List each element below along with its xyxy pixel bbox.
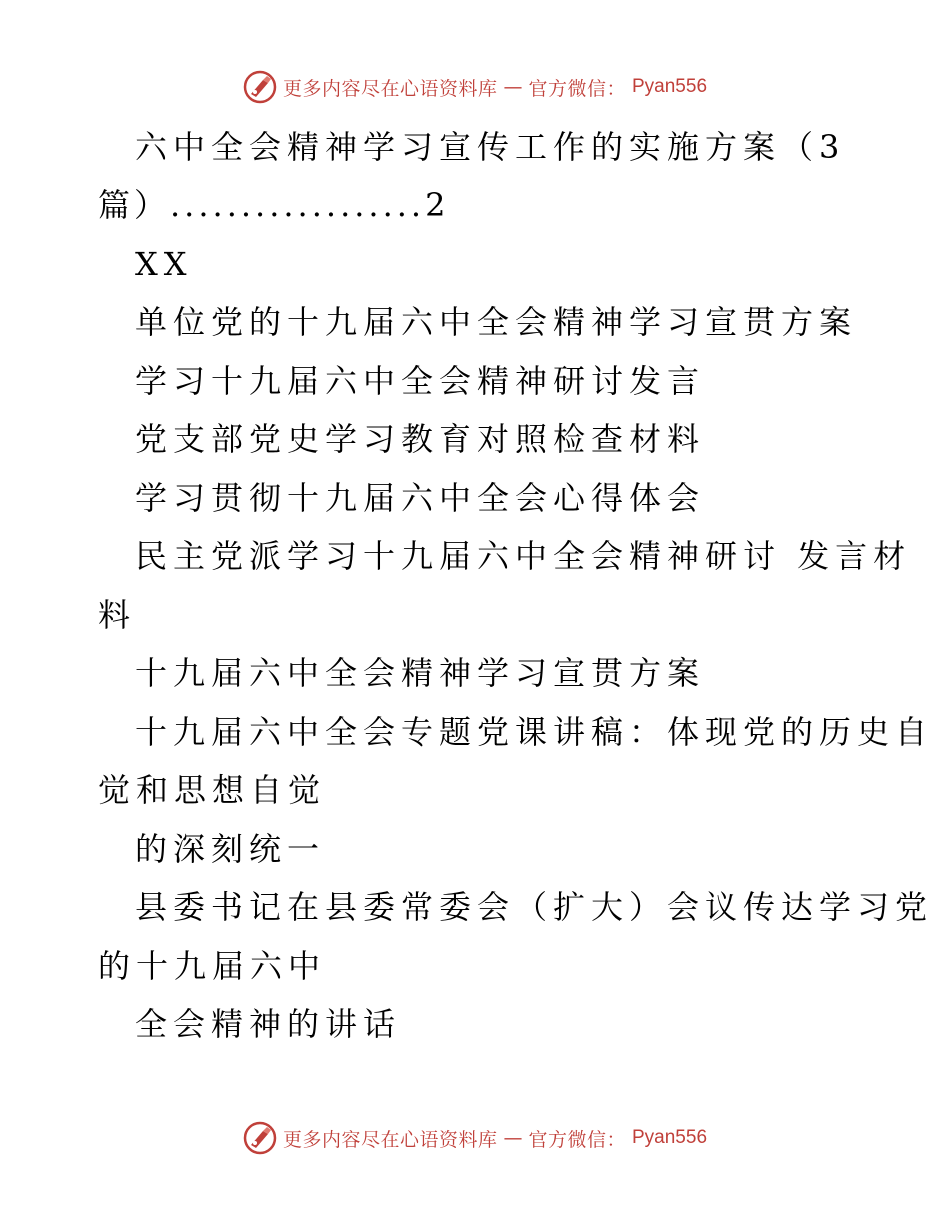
doc-line-7: 学习贯彻十九届六中全会心得体会 [135,479,706,517]
pen-logo-icon [243,70,277,104]
banner-separator: — [503,76,523,98]
doc-line-14: 县委书记在县委常委会（扩大）会议传达学习党 [135,888,934,926]
header-banner [0,70,950,104]
banner-wechat-label: 官方微信： [528,77,626,100]
doc-line-3: XX [135,245,193,283]
doc-line-5: 学习十九届六中全会精神研讨发言 [135,362,706,400]
banner-account: Pyan556 [632,76,708,97]
doc-line-6: 党支部党史学习教育对照检查材料 [135,420,706,458]
doc-line-9: 料 [98,596,137,634]
toc-line-1: 六中全会精神学习宣传工作的实施方案（3 [135,128,846,166]
pen-logo-icon [243,1121,277,1155]
doc-line-13: 的深刻统一 [135,830,326,868]
doc-line-12: 觉和思想自觉 [98,771,327,809]
footer-banner [0,1121,950,1155]
banner-separator: — [503,1127,523,1149]
toc-line-2: 篇）..................2 [98,186,450,224]
doc-line-4: 单位党的十九届六中全会精神学习宣贯方案 [135,303,858,341]
banner-text: 更多内容尽在心语资料库 [282,1128,498,1151]
doc-line-16: 全会精神的讲话 [135,1005,402,1043]
doc-line-8: 民主党派学习十九届六中全会精神研讨 发言材 [135,537,912,575]
banner-text: 更多内容尽在心语资料库 [282,77,498,100]
doc-line-10: 十九届六中全会精神学习宣贯方案 [135,654,706,692]
doc-line-11: 十九届六中全会专题党课讲稿：体现党的历史自 [135,713,934,751]
banner-wechat-label: 官方微信： [528,1128,626,1151]
banner-account: Pyan556 [632,1127,708,1148]
doc-line-15: 的十九届六中 [98,947,327,985]
